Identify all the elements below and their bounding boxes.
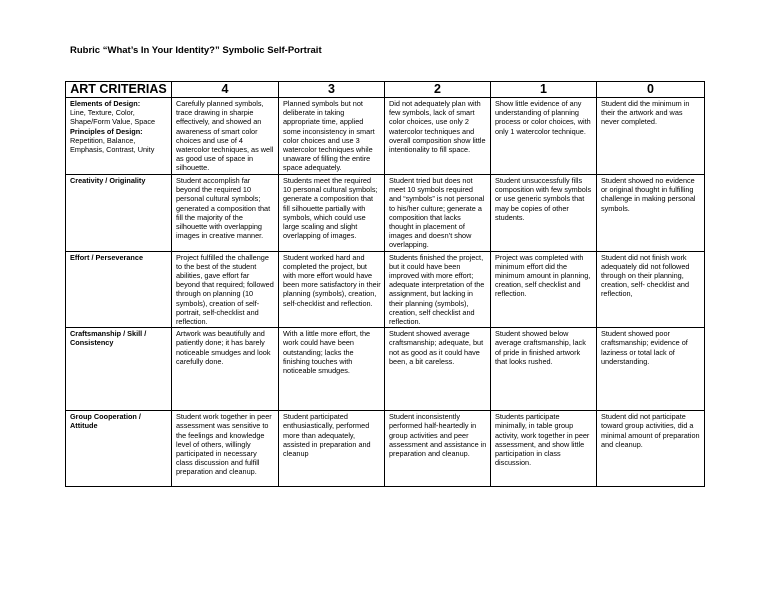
score-4-cell: Project fulfilled the challenge to the best of the student abilities, gave effort far beyond that required; followed through on planning (10 symbols), creation of self-portrait, self-checklist and reflection.: [172, 251, 279, 328]
document-title: Rubric “What’s In Your Identity?” Symbolic Self-Portrait: [70, 45, 322, 56]
score-3-cell: Planned symbols but not deliberate in taking appropriate time, applied some inconsistency in smart color choices and use 3 watercolor techniques while unaware of filling the entire space adequately.: [279, 98, 385, 175]
table-row: [66, 175, 705, 252]
score-2-cell: Student showed average craftsmanship; adequate, but not as good as it could have been, a bit careless.: [385, 328, 491, 411]
score-4-cell: Student work together in peer assessment was sensitive to the feelings and knowledge level of others, willingly participated in necessary class discussion and fulfill preparation and cleanup.: [172, 411, 279, 487]
score-1-cell: Show little evidence of any understanding of planning process or color choices, with only 1 watercolor technique.: [491, 98, 597, 175]
score-1-cell: Student unsuccessfully fills composition with few symbols or use generic symbols that may be copies of other students.: [491, 175, 597, 252]
score-2-cell: Student tried but does not meet 10 symbols required and “symbols” is not personal to his/her culture; generate a composition that lacks thought in placement of images and doesn’t show overlapping.: [385, 175, 491, 252]
criteria-label: Principles of Design:: [70, 126, 143, 136]
header-art-criterias: ART CRITERIAS: [66, 82, 172, 98]
score-4-cell: Artwork was beautifully and patiently done; it has barely noticeable smudges and look carefully done.: [172, 328, 279, 411]
criteria-cell: [66, 328, 172, 411]
criteria-cell: [66, 98, 172, 175]
table-row: [66, 328, 705, 411]
score-0-cell: Student did not finish work adequately did not followed through on their planning, creation, self- checklist and reflection,: [597, 251, 705, 328]
criteria-description: Line, Texture, Color, Shape/Form Value, Space: [70, 108, 156, 127]
score-1-cell: Student showed below average craftsmanship, lack of pride in finished artwork that looks rushed.: [491, 328, 597, 411]
criteria-cell: [66, 175, 172, 252]
score-0-cell: Student did the minimum in their the artwork and was never completed.: [597, 98, 705, 175]
score-3-cell: Student participated enthusiastically, performed more than adequately, assisted in preparation and cleanup: [279, 411, 385, 487]
score-0-cell: Student showed no evidence or original thought in fulfilling challenge in making personal symbols.: [597, 175, 705, 252]
criteria-cell: [66, 251, 172, 328]
table-row: [66, 411, 705, 487]
score-3-cell: With a little more effort, the work could have been outstanding; lacks the finishing touches with noticeable smudges.: [279, 328, 385, 411]
score-1-cell: Project was completed with minimum effort did the minimum amount in planning, creation, self checklist and reflection.: [491, 251, 597, 328]
header-score-3: 3: [279, 82, 385, 98]
criteria-label: Creativity / Originality: [70, 176, 146, 185]
criteria-label: Craftsmanship / Skill / Consistency: [70, 329, 147, 348]
criteria-label: Group Cooperation / Attitude: [70, 412, 141, 431]
header-score-0: 0: [597, 82, 705, 98]
table-row: [66, 251, 705, 328]
score-0-cell: Student showed poor craftsmanship; evidence of laziness or total lack of understanding.: [597, 328, 705, 411]
criteria-description: Repetition, Balance, Emphasis, Contrast, Unity: [70, 135, 155, 155]
score-3-cell: Student worked hard and completed the project, but with more effort would have been more satisfactory in their planning (symbols), creation, self-checklist and reflection.: [279, 251, 385, 328]
header-score-2: 2: [385, 82, 491, 98]
criteria-cell: [66, 411, 172, 487]
rubric-table: [65, 81, 705, 487]
score-0-cell: Student did not participate toward group activities, did a minimal amount of preparation and cleanup.: [597, 411, 705, 487]
table-row: [66, 98, 705, 175]
score-2-cell: Students finished the project, but it could have been improved with more effort; adequate interpretation of the assignment, but lacking in their planning (symbols), creation, self checklist and reflection.: [385, 251, 491, 328]
score-1-cell: Students participate minimally, in table group activity, work together in peer assessment, and show little participation in class discussion.: [491, 411, 597, 487]
criteria-label: Elements of Design:: [70, 99, 141, 108]
score-2-cell: Did not adequately plan with few symbols, lack of smart color choices, use only 2 watercolor techniques and overall composition show little intentionality to fill space.: [385, 98, 491, 175]
score-4-cell: Student accomplish far beyond the required 10 personal cultural symbols; generated a composition that fill the majority of the silhouette with overlapping images in creative manner.: [172, 175, 279, 252]
score-4-cell: Carefully planned symbols, trace drawing in sharpie effectively, and showed an awareness of smart color choices and use of 4 watercolor techniques, as well as good use of space in silhouette.: [172, 98, 279, 175]
header-score-1: 1: [491, 82, 597, 98]
header-row: [66, 82, 705, 98]
score-3-cell: Students meet the required 10 personal cultural symbols; generate a composition that fill silhouette partially with symbols, which could use large scaling and slight overlapping of images.: [279, 175, 385, 252]
criteria-label: Effort / Perseverance: [70, 252, 144, 262]
score-2-cell: Student inconsistently performed half-heartedly in group activities and peer assessment and assistance in preparation and cleanup.: [385, 411, 491, 487]
header-score-4: 4: [172, 82, 279, 98]
